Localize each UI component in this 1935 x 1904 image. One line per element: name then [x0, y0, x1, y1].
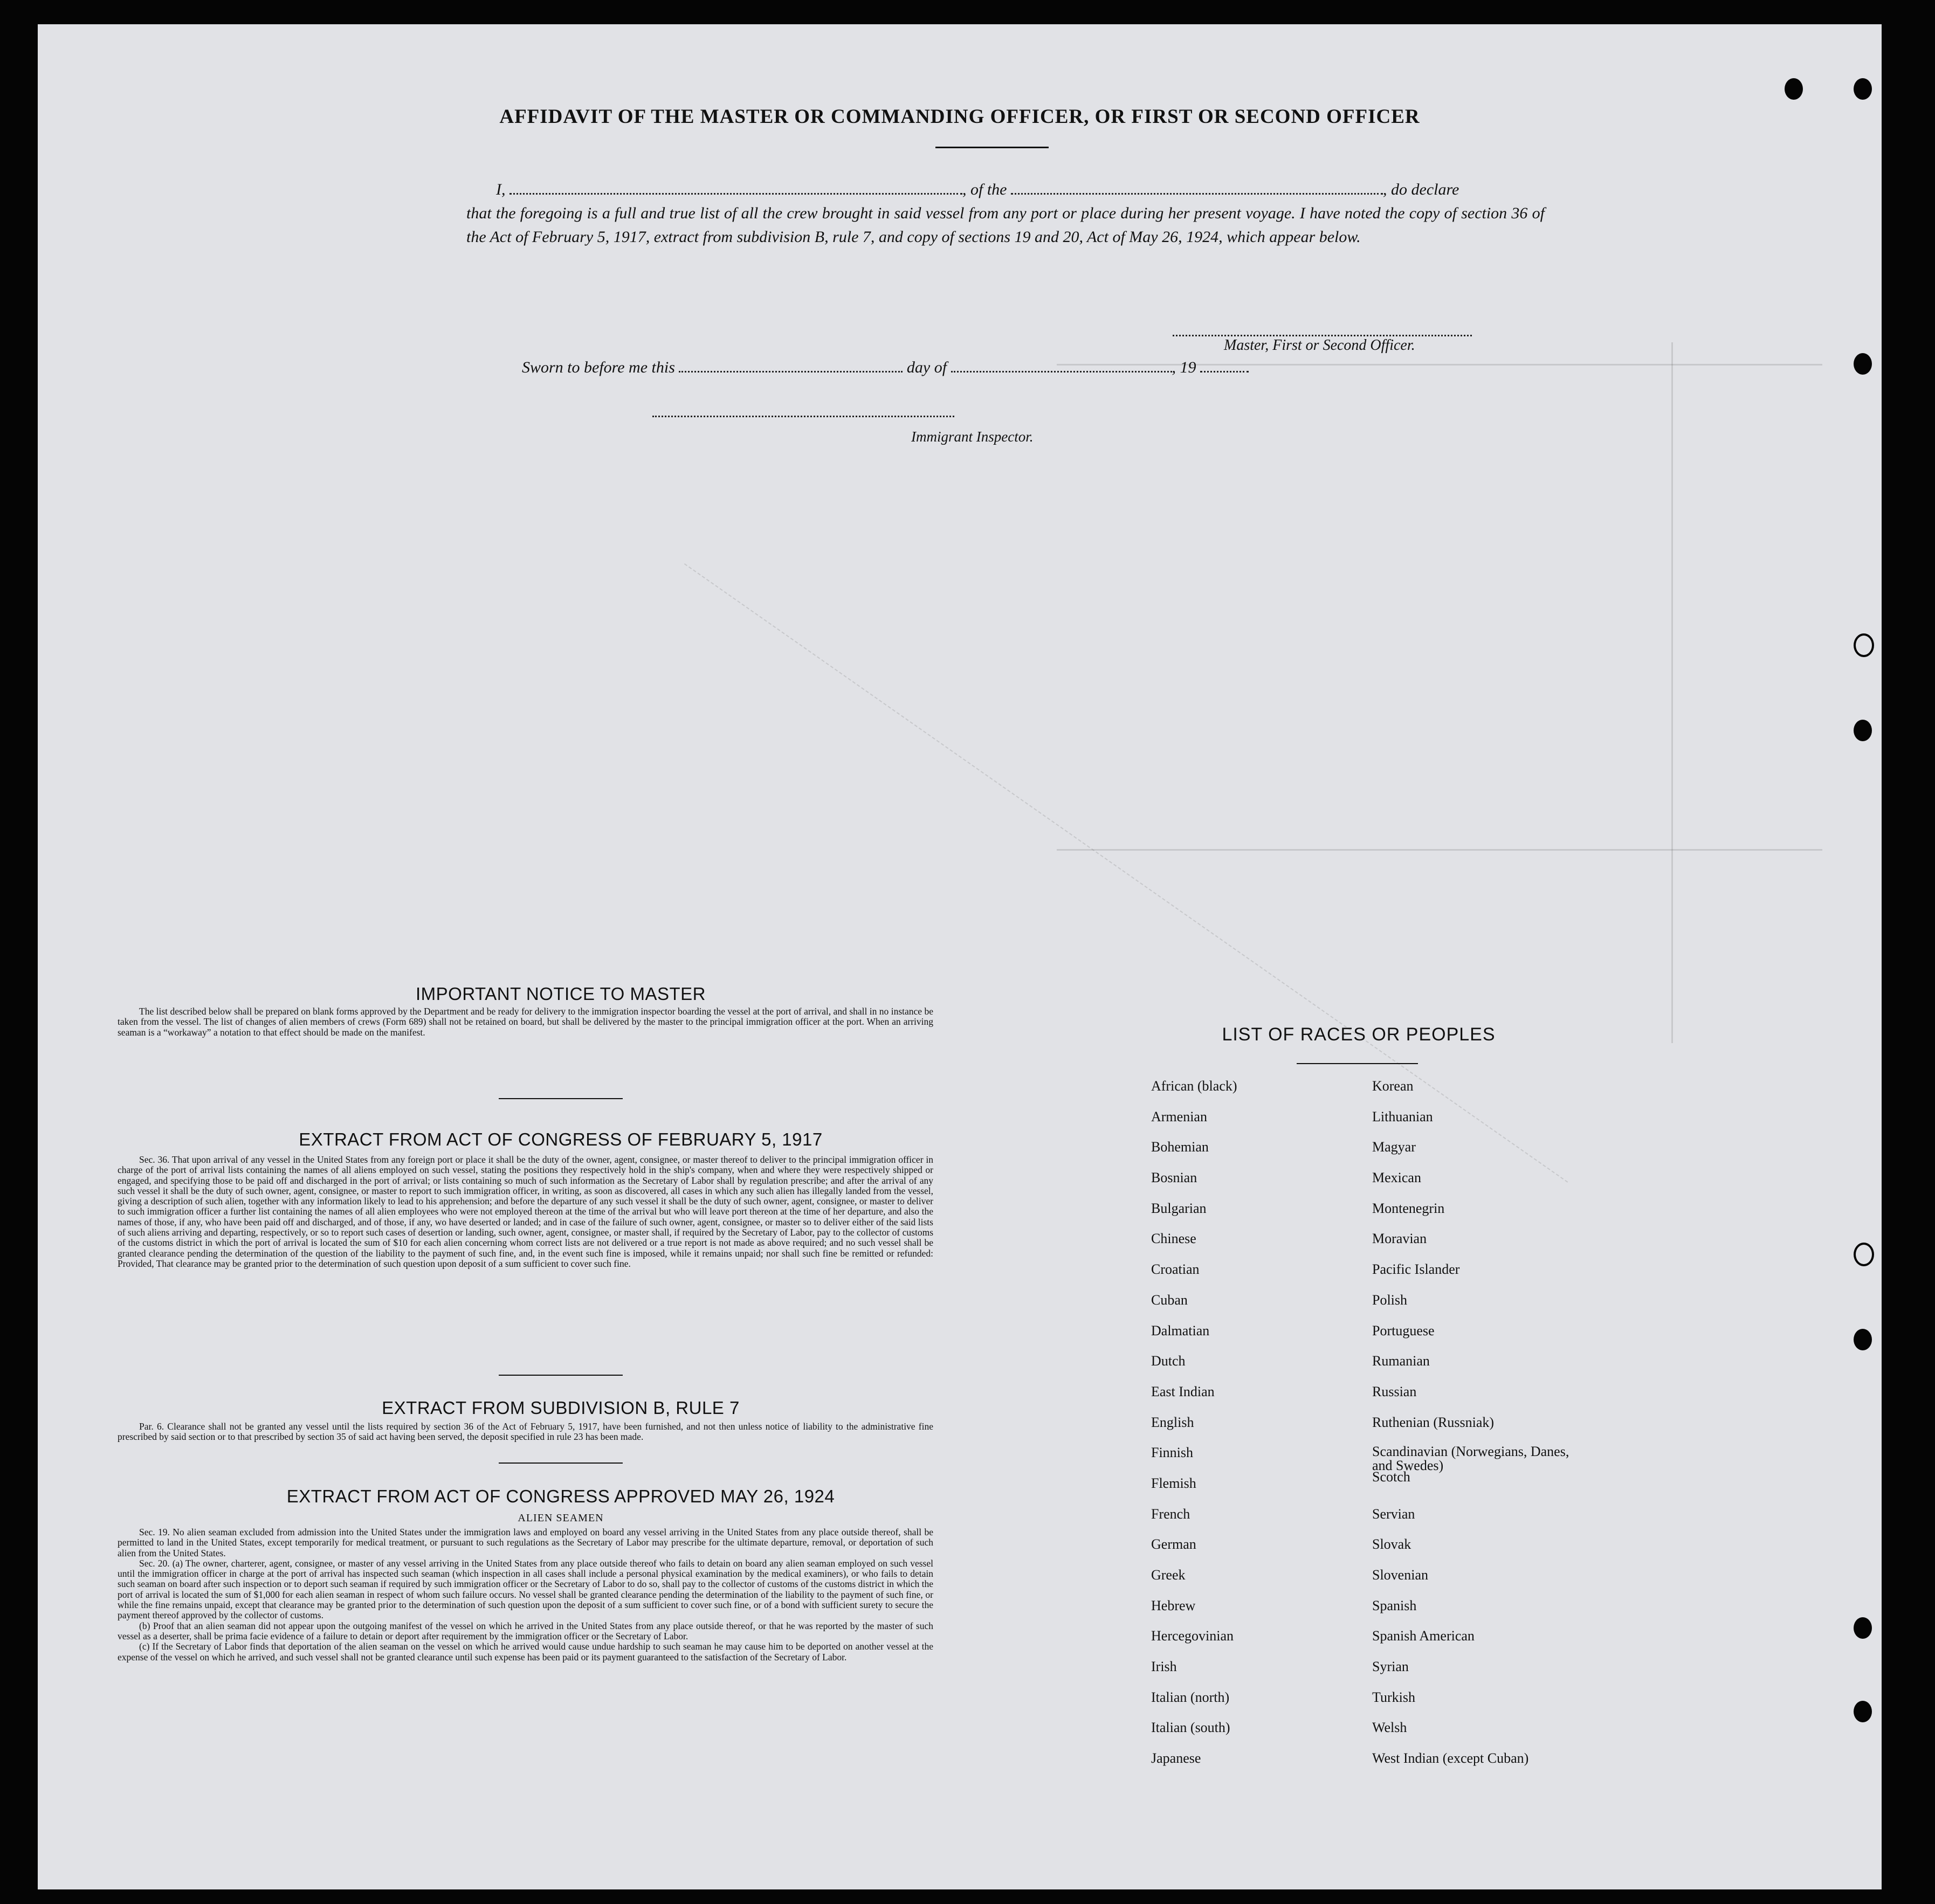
extract-1917-paragraph: Sec. 36. That upon arrival of any vessel in the United States from any foreign port or place it shall be the duty of the owner, agent, consignee, or master thereof to deliver to the principal immigration officer in charge of the port of arrival lists containing the names of all aliens employed on such vessel, stating the positions they respectively hold in the ship's company, when and where they were respectively shipped or engaged, and specifying those to be paid off and discharged in the port of arrival; or lists containing so much of such information as the Secretary of Labor shall by regulation prescribe; and after the arrival of any such vessel it shall be the duty of such owner, agent, consignee, or master to report to such immigration officer, in writing, as soon as discovered, all cases in which any such alien has illegally landed from the vessel, giving a description of such alien, together with any information likely to lead to his apprehension; and before the departure of any such vessel it shall be the duty of such owner, agent, consignee, or master to deliver to such immigration officer a further list containing the names of all alien employees who were not employed thereon at the time of the arrival but who will leave port thereon at the time of her departure, and also the names of those, if any, who have been paid off and discharged, and of those, if any, wo have deserted or landed; and in case of the failure of such owner, agent, consignee, or master so to deliver either of the said lists of such aliens arriving and departing, respectively, or so to report such cases of desertion or landing, such owner, agent, consignee, or master shall, if required by the Secretary of Labor, pay to the collector of customs of the customs district in which the port of arrival is located the sum of $10 for each alien concerning whom correct lists are not delivered or a true report is not made as above required; and no such vessel shall be granted clearance pending the determination of the question of the liability to the payment of such fine, and, in the event such fine is imposed, while it remains unpaid; nor shall such fine be remitted or refunded: Provided, That clearance may be granted prior to the determination of such question upon deposit of a sum sufficient to cover such fine.: [118, 1154, 933, 1269]
notice-title: IMPORTANT NOTICE TO MASTER: [415, 984, 706, 1004]
race-item: German: [1151, 1536, 1196, 1553]
bleed-through-marks: [1671, 342, 1835, 1043]
sec-20a-paragraph: Sec. 20. (a) The owner, charterer, agent, consignee, or master of any vessel arriving in the United States from any place outside thereof who fails to detain on board any alien seaman employed on such vessel until the immigration officer in charge at the port of arrival has inspected such seaman (which inspection in all cases shall include a personal physical examination by the medical examiners), or who fails to detain such seaman on board after such inspection or to deport such seaman if required by such immigration officer or the Secretary of Labor to do so, shall pay to the collector of customs of the customs district in which the port of arrival is located the sum of $1,000 for each alien seaman in respect of whom such failure occurs. No vessel shall be granted clearance pending the determination of the liability to the payment of such fine, or while the fine remains unpaid, except that clearance may be granted prior to the determination of such question upon the deposit of a sum sufficient to cover such fine, or of a bond with sufficient surety to secure the payment thereof approved by the collector of customs.: [118, 1557, 934, 1621]
race-item: East Indian: [1151, 1383, 1215, 1399]
extract-1924-text: [118, 1527, 933, 1662]
declarant-name-field[interactable]: [509, 192, 962, 195]
sec-20c-paragraph: (c) If the Secretary of Labor finds that deportation of the alien seaman on the vessel on which he arrived would cause undue hardship to such seaman he may cause him to be deported on another vessel at the expense of the vessel on which he arrived, and such vessel shall not be granted clearance until such expense has been paid or its payment guaranteed to the satisfaction of the Secretary of Labor.: [118, 1641, 933, 1662]
race-item: Mexican: [1372, 1170, 1421, 1186]
punch-hole: [1854, 353, 1872, 375]
race-item: Cuban: [1151, 1292, 1188, 1308]
declaration-text: that the foregoing is a full and true list of all the crew brought in said vessel from any port or place during her present voyage. I have noted the copy of section 36 of the Act of February 5, 1917, extract from subdivision B, rule 7, and copy of sections 19 and 20, Act of May 26, 1924, which appear below.: [466, 204, 1545, 246]
punch-hole: [1854, 633, 1874, 657]
race-item: Croatian: [1151, 1261, 1200, 1278]
extract-1917-text: [118, 1155, 933, 1269]
races-right-column: [1372, 1078, 1582, 1781]
race-item: Montenegrin: [1372, 1200, 1445, 1216]
race-item: Flemish: [1151, 1475, 1196, 1491]
race-item: Magyar: [1372, 1139, 1416, 1155]
extract-1917-title: EXTRACT FROM ACT OF CONGRESS OF FEBRUARY 5, 1917: [299, 1129, 823, 1149]
race-item: Portuguese: [1372, 1322, 1435, 1339]
master-signature-label: Master, First or Second Officer.: [1224, 337, 1415, 354]
punch-hole: [1854, 1701, 1872, 1722]
race-item: Scandinavian (Norwegians, Danes, and Swedes): [1372, 1444, 1569, 1474]
notice-text: [118, 1006, 933, 1038]
sec-20b-paragraph: (b) Proof that an alien seaman did not appear upon the outgoing manifest of the vessel on which he arrived in the United States from any place outside thereof, or that he was reported by the master of such vessel as a deserter, shall be prima facie evidence of a failure to detain or deport after requirement by the immigration officer or the Secretary of Labor.: [118, 1620, 933, 1641]
sworn-month-field[interactable]: [951, 370, 1172, 372]
race-item: African (black): [1151, 1078, 1237, 1094]
declaration-line: [466, 178, 1545, 202]
race-item: Ruthenian (Russniak): [1372, 1414, 1495, 1430]
notice-paragraph: The list described below shall be prepared on blank forms approved by the Department and be ready for delivery to the immigration inspector boarding the vessel at the port of arrival, and shall in no instance be taken from the vessel. The list of changes of alien members of crews (Form 689) shall not be retained on board, but shall be delivered by the master to the principal immigration officer at the port. When an arriving seaman is a “workaway” a notation to that effect should be made on the manifest.: [118, 1006, 933, 1038]
race-item: Russian: [1372, 1383, 1417, 1399]
section-rule: [499, 1463, 623, 1464]
race-item: Slovenian: [1372, 1567, 1428, 1583]
bleed-through-marks: [1057, 849, 1822, 851]
race-item: Moravian: [1372, 1231, 1427, 1247]
race-item: Italian (north): [1151, 1689, 1230, 1705]
race-item: Turkish: [1372, 1689, 1415, 1705]
rule7-text: [118, 1422, 933, 1443]
inspector-label: Immigrant Inspector.: [911, 429, 1034, 445]
vessel-prefix: , of the: [962, 181, 1007, 198]
races-rule: [1297, 1063, 1418, 1064]
race-item: Italian (south): [1151, 1720, 1230, 1736]
punch-hole: [1785, 78, 1803, 100]
race-item: Lithuanian: [1372, 1108, 1433, 1125]
races-title: LIST OF RACES OR PEOPLES: [1222, 1024, 1496, 1045]
sworn-year-field[interactable]: [1200, 370, 1249, 372]
sworn-day-field[interactable]: [679, 370, 903, 372]
race-item: Hebrew: [1151, 1597, 1196, 1613]
race-item: Servian: [1372, 1506, 1415, 1522]
race-item: Polish: [1372, 1292, 1408, 1308]
race-item: English: [1151, 1414, 1194, 1430]
alien-seamen-subtitle: ALIEN SEAMEN: [518, 1512, 604, 1524]
race-item: Irish: [1151, 1659, 1177, 1675]
document-sheet: [38, 24, 1882, 1889]
race-item: Spanish: [1372, 1597, 1417, 1613]
affidavit-title: AFFIDAVIT OF THE MASTER OR COMMANDING OFFICER, OR FIRST OR SECOND OFFICER: [499, 106, 1420, 128]
declare-text: , do declare: [1383, 181, 1459, 198]
declarant-prefix: I,: [496, 181, 506, 198]
race-item: Finnish: [1151, 1445, 1194, 1461]
punch-hole: [1854, 1329, 1872, 1350]
punch-hole: [1854, 1617, 1872, 1639]
race-item: Pacific Islander: [1372, 1261, 1460, 1278]
sec-19-paragraph: Sec. 19. No alien seaman excluded from admission into the United States under the immigration laws and employed on board any vessel arriving in the United States from any place outside thereof, shall be permitted to land in the United States, except temporarily for medical treatment, or pursuant to such regulations as the Secretary of Labor may prescribe for the ultimate departure, removal, or deportation of such alien from the United States.: [118, 1527, 933, 1558]
race-item: Armenian: [1151, 1108, 1207, 1125]
race-item: Welsh: [1372, 1720, 1407, 1736]
race-item: Scotch: [1372, 1468, 1410, 1485]
race-item: Dalmatian: [1151, 1322, 1210, 1339]
day-of-text: day of: [906, 358, 947, 376]
vessel-name-field[interactable]: [1011, 192, 1383, 195]
race-item: Japanese: [1151, 1750, 1201, 1767]
sworn-line: [522, 358, 1249, 377]
race-item: Spanish American: [1372, 1628, 1475, 1644]
punch-hole: [1854, 720, 1872, 741]
extract-1924-title: EXTRACT FROM ACT OF CONGRESS APPROVED MAY 26, 1924: [286, 1486, 835, 1506]
title-rule: [935, 147, 1049, 148]
affidavit-body: [466, 178, 1545, 249]
race-item: French: [1151, 1506, 1190, 1522]
race-item: Greek: [1151, 1567, 1186, 1583]
race-item: Slovak: [1372, 1536, 1411, 1553]
rule7-title: EXTRACT FROM SUBDIVISION B, RULE 7: [382, 1398, 740, 1418]
race-item: Korean: [1372, 1078, 1414, 1094]
race-item: Chinese: [1151, 1231, 1196, 1247]
race-item: Bohemian: [1151, 1139, 1209, 1155]
race-item: Bulgarian: [1151, 1200, 1207, 1216]
race-item: Rumanian: [1372, 1353, 1430, 1369]
race-item: Syrian: [1372, 1659, 1409, 1675]
race-item: Dutch: [1151, 1353, 1186, 1369]
punch-hole: [1854, 78, 1872, 100]
race-item: Hercegovinian: [1151, 1628, 1234, 1644]
year-prefix: , 19: [1172, 358, 1196, 376]
section-rule: [499, 1098, 623, 1099]
master-signature-field[interactable]: [1173, 334, 1472, 336]
section-rule: [499, 1375, 623, 1376]
race-item: Bosnian: [1151, 1170, 1197, 1186]
inspector-signature-field[interactable]: [652, 415, 954, 417]
races-left-column: [1151, 1078, 1237, 1781]
race-item: West Indian (except Cuban): [1372, 1750, 1529, 1767]
rule7-paragraph: Par. 6. Clearance shall not be granted any vessel until the lists required by section 36 of the Act of February 5, 1917, have been furnished, and not then unless notice of liability to the administrative fine prescribed by said section or to that prescribed by section 35 of said act having been served, the deposit specified in rule 23 has been made.: [118, 1421, 933, 1443]
sworn-text: Sworn to before me this: [522, 358, 675, 376]
punch-hole: [1854, 1243, 1874, 1266]
